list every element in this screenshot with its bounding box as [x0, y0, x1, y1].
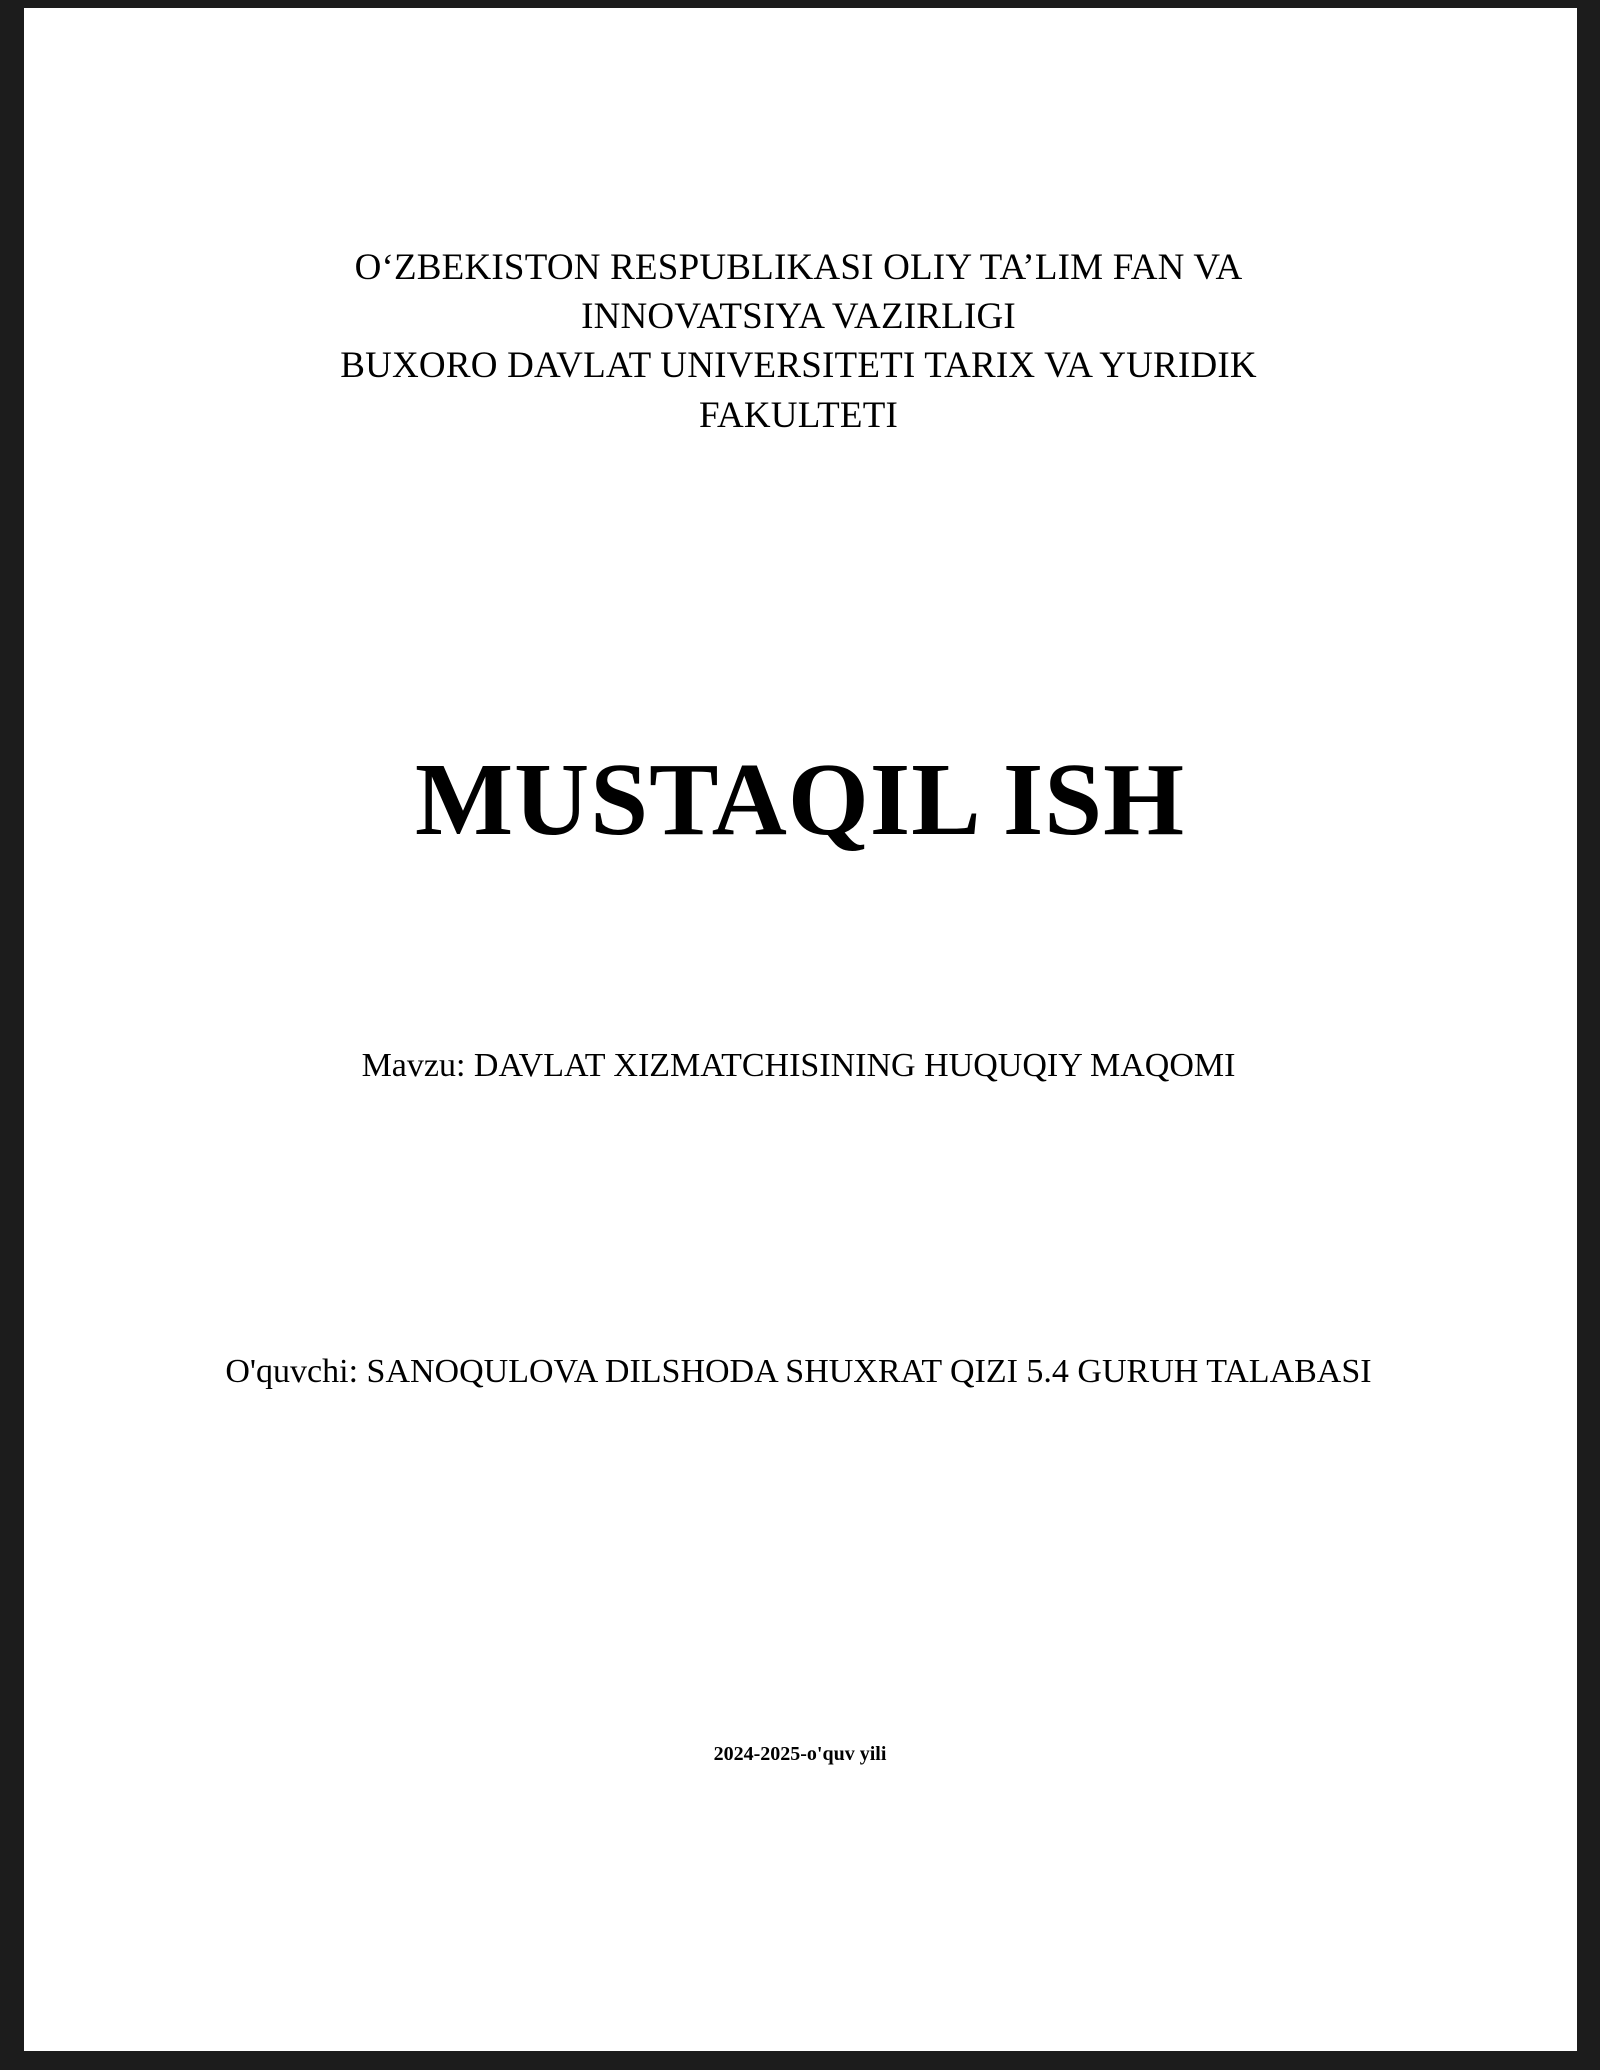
page-title: MUSTAQIL ISH: [414, 742, 1186, 857]
institution-header-line-2: INNOVATSIYA VAZIRLIGI: [581, 296, 1016, 338]
institution-header-line-4: FAKULTETI: [698, 394, 899, 436]
institution-header: [234, 243, 1364, 440]
page-content: [24, 8, 1577, 2051]
subject-line: Mavzu: DAVLAT XIZMATCHISINING HUQUQIY MAQOMI: [361, 1047, 1236, 1084]
academic-year-line: 2024-2025-o'quv yili: [713, 1743, 887, 1765]
document-page: [24, 8, 1577, 2051]
institution-header-line-3: BUXORO DAVLAT UNIVERSITETI TARIX VA YURIDIK: [340, 345, 1257, 387]
student-line: O'quvchi: SANOQULOVA DILSHODA SHUXRAT QIZI 5.4 GURUH TALABASI: [225, 1353, 1372, 1390]
institution-header-line-1: O‘ZBEKISTON RESPUBLIKASI OLIY TA’LIM FAN VA: [354, 247, 1243, 288]
